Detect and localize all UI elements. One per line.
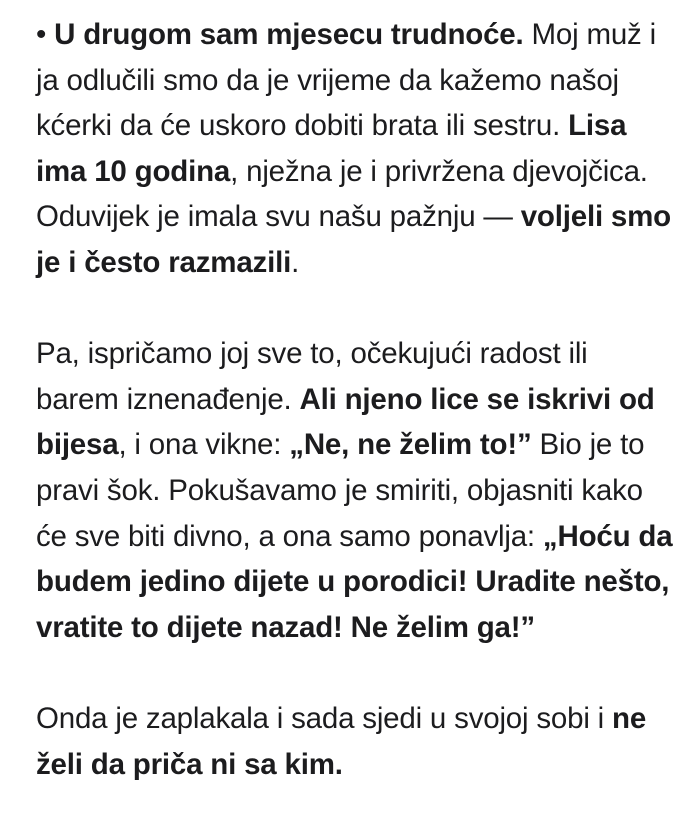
emphasis-text: voljeli smo je i često razmazili	[36, 200, 671, 279]
paragraph	[36, 12, 676, 286]
body-text: Onda je zaplakala i sada sjedi u svojoj sobi i	[36, 701, 613, 735]
body-text: , i ona vikne:	[118, 428, 290, 462]
body-text: Moj muž i ja odlučili smo da je vrijeme da kažemo našoj kćerki da će uskoro dobiti brata ili sestru.	[36, 18, 656, 143]
emphasis-text: ne želi da priča ni sa kim.	[36, 701, 647, 781]
paragraph	[36, 696, 676, 787]
body-text: Bio je to pravi šok. Pokušavamo je smiriti, objasniti kako će sve biti divno, a ona samo ponavlja:	[36, 428, 645, 553]
quote-text: „Hoću da budem jedino dijete u porodici! Uradite nešto, vratite to dijete nazad! Ne želim ga!”	[36, 519, 673, 644]
body-text: , nježna je i privržena djevojčica. Oduvijek je imala svu našu pažnju —	[36, 154, 648, 234]
emphasis-text: U drugom sam mjesecu trudnoće.	[54, 18, 524, 51]
article-body	[36, 12, 676, 833]
quote-text: „Ne, ne želim to!”	[289, 428, 532, 462]
bullet: •	[36, 18, 55, 51]
body-text: .	[291, 245, 300, 279]
emphasis-text: Lisa ima 10 godina	[36, 109, 627, 188]
body-text: Pa, ispričamo joj sve to, očekujući radost ili barem iznenađenje.	[36, 337, 588, 416]
emphasis-text: Ali njeno lice se iskrivi od bijesa	[36, 382, 655, 462]
paragraph	[36, 331, 676, 650]
